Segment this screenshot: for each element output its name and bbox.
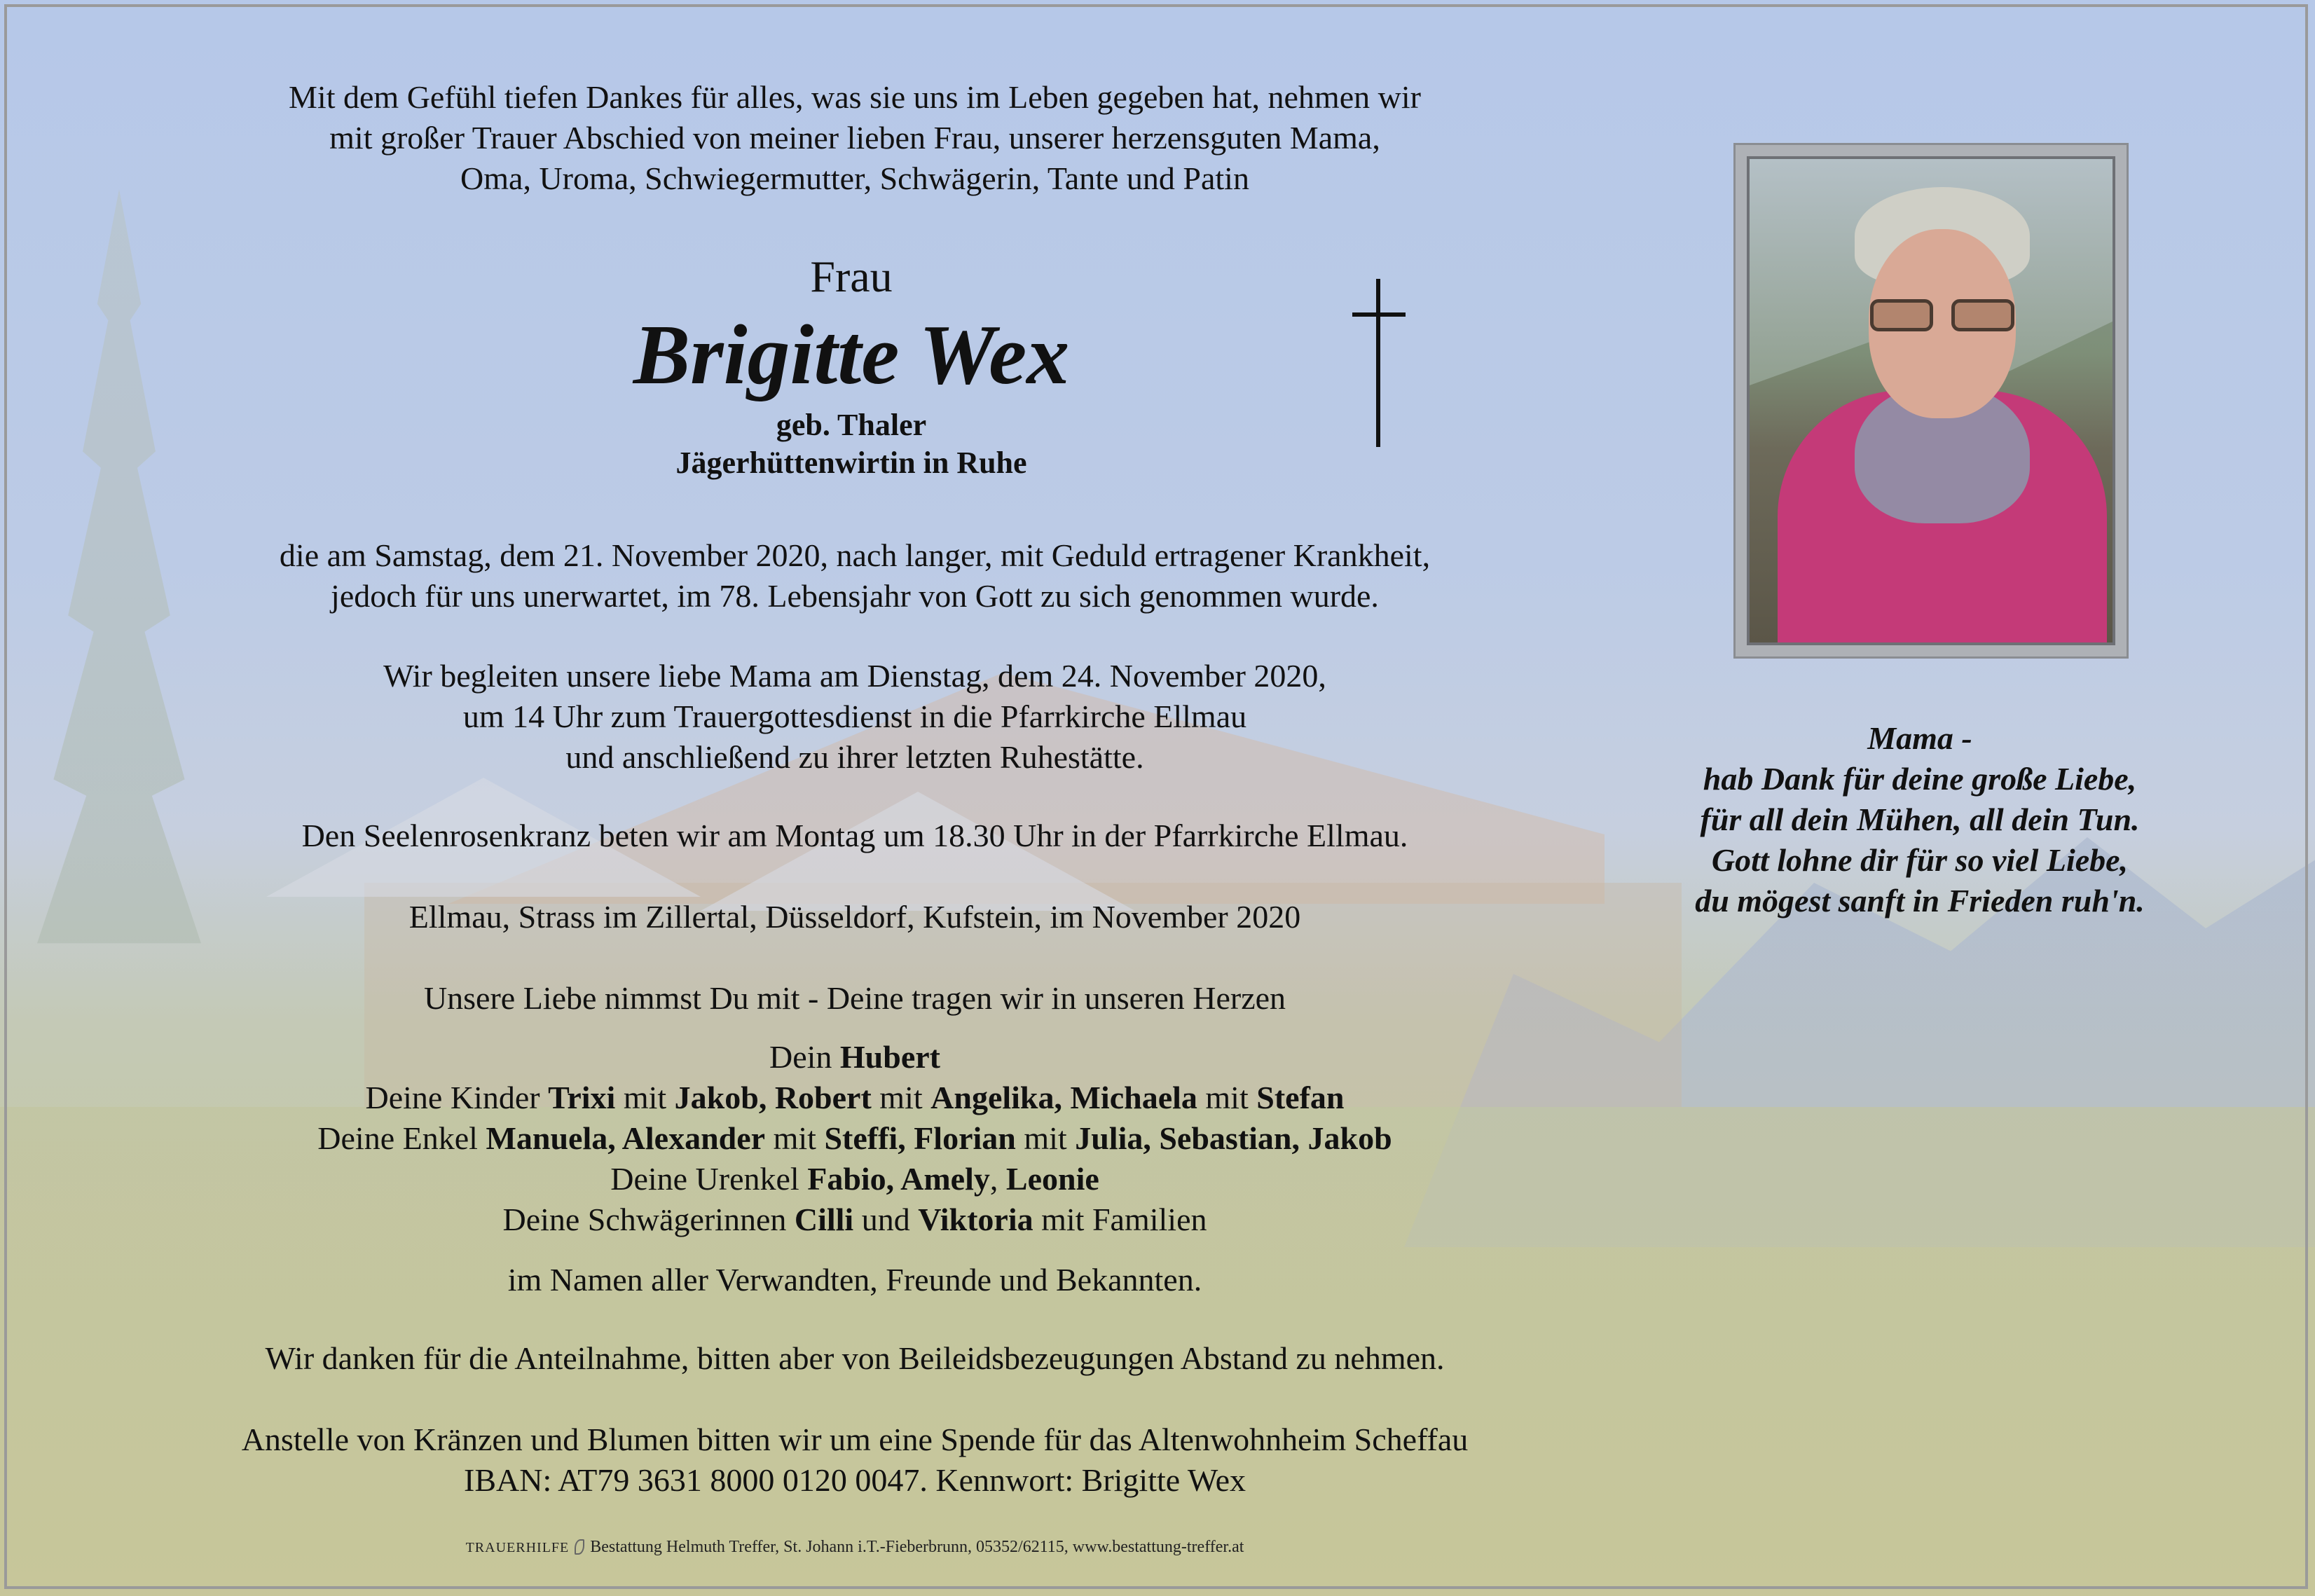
mourner-great-grandchildren: Deine Urenkel Fabio, Amely, Leonie (610, 1161, 1099, 1197)
footer (0, 1536, 1710, 1559)
mourner-grandchildren: Deine Enkel Manuela, Alexander mit Steffi, Florian mit Julia, Sebastian, Jakob (317, 1120, 1392, 1156)
intro-text (0, 77, 1710, 199)
funeral-line: Wir begleiten unsere liebe Mama am Dienstag, dem 24. November 2020, (383, 658, 1326, 694)
intro-line: Mit dem Gefühl tiefen Dankes für alles, was sie uns im Leben gegeben hat, nehmen wir (289, 79, 1421, 115)
donation-info (0, 1419, 1710, 1501)
poem-line: für all dein Mühen, all dein Tun. (1700, 802, 2140, 837)
mourner-children: Deine Kinder Trixi mit Jakob, Robert mit Angelika, Michaela mit Stefan (365, 1080, 1345, 1115)
death-notice (0, 535, 1710, 617)
death-notice-line: die am Samstag, dem 21. November 2020, nach langer, mit Geduld ertragener Krankheit, (279, 537, 1431, 573)
salutation: Frau (810, 252, 893, 301)
footer-text: Bestattung Helmuth Treffer, St. Johann i.T.-Fieberbrunn, 05352/62115, www.bestattung-treffer.at (590, 1538, 1244, 1556)
place-date: Ellmau, Strass im Zillertal, Düsseldorf, Kufstein, im November 2020 (408, 899, 1301, 935)
footer-brand: TRAUERHILFE (465, 1540, 570, 1555)
donation-line: IBAN: AT79 3631 8000 0120 0047. Kennwort: Brigitte Wex (464, 1462, 1246, 1498)
portrait-photo (1747, 156, 2115, 645)
thanks-line: Wir danken für die Anteilnahme, bitten aber von Beileidsbezeugungen Abstand zu nehmen. (265, 1340, 1445, 1376)
funeral-info (0, 656, 1710, 778)
poem (1668, 718, 2172, 921)
mourner-husband: Dein Hubert (769, 1039, 941, 1075)
poem-line: du mögest sanft in Frieden ruh'n. (1695, 883, 2145, 919)
mourner-sisters-in-law: Deine Schwägerinnen Cilli und Viktoria mit Familien (502, 1202, 1207, 1237)
poem-line: Gott lohne dir für so viel Liebe, (1711, 842, 2129, 878)
poem-line: hab Dank für deine große Liebe, (1703, 761, 2137, 797)
feather-icon (575, 1539, 584, 1555)
funeral-line: und anschließend zu ihrer letzten Ruhestätte. (565, 739, 1144, 775)
motto: Unsere Liebe nimmst Du mit - Deine tragen wir in unseren Herzen (423, 980, 1286, 1016)
maiden-name: geb. Thaler (776, 408, 927, 442)
mourners-list (0, 1037, 1710, 1240)
occupation: Jägerhüttenwirtin in Ruhe (675, 446, 1027, 480)
portrait-frame (1733, 143, 2129, 659)
rosary-info: Den Seelenrosenkranz beten wir am Montag um 18.30 Uhr in der Pfarrkirche Ellmau. (301, 818, 1408, 853)
intro-line: mit großer Trauer Abschied von meiner lieben Frau, unserer herzensguten Mama, (329, 120, 1380, 156)
donation-line: Anstelle von Kränzen und Blumen bitten wir um eine Spende für das Altenwohnheim Scheffau (241, 1422, 1469, 1457)
deceased-name: Brigitte Wex (633, 308, 1070, 402)
death-notice-line: jedoch für uns unerwartet, im 78. Lebensjahr von Gott zu sich genommen wurde. (331, 578, 1379, 614)
relatives-line: im Namen aller Verwandten, Freunde und Bekannten. (507, 1262, 1202, 1298)
funeral-line: um 14 Uhr zum Trauergottesdienst in die Pfarrkirche Ellmau (462, 699, 1247, 734)
poem-line: Mama - (1867, 720, 1972, 756)
intro-line: Oma, Uroma, Schwiegermutter, Schwägerin, Tante und Patin (460, 160, 1249, 196)
